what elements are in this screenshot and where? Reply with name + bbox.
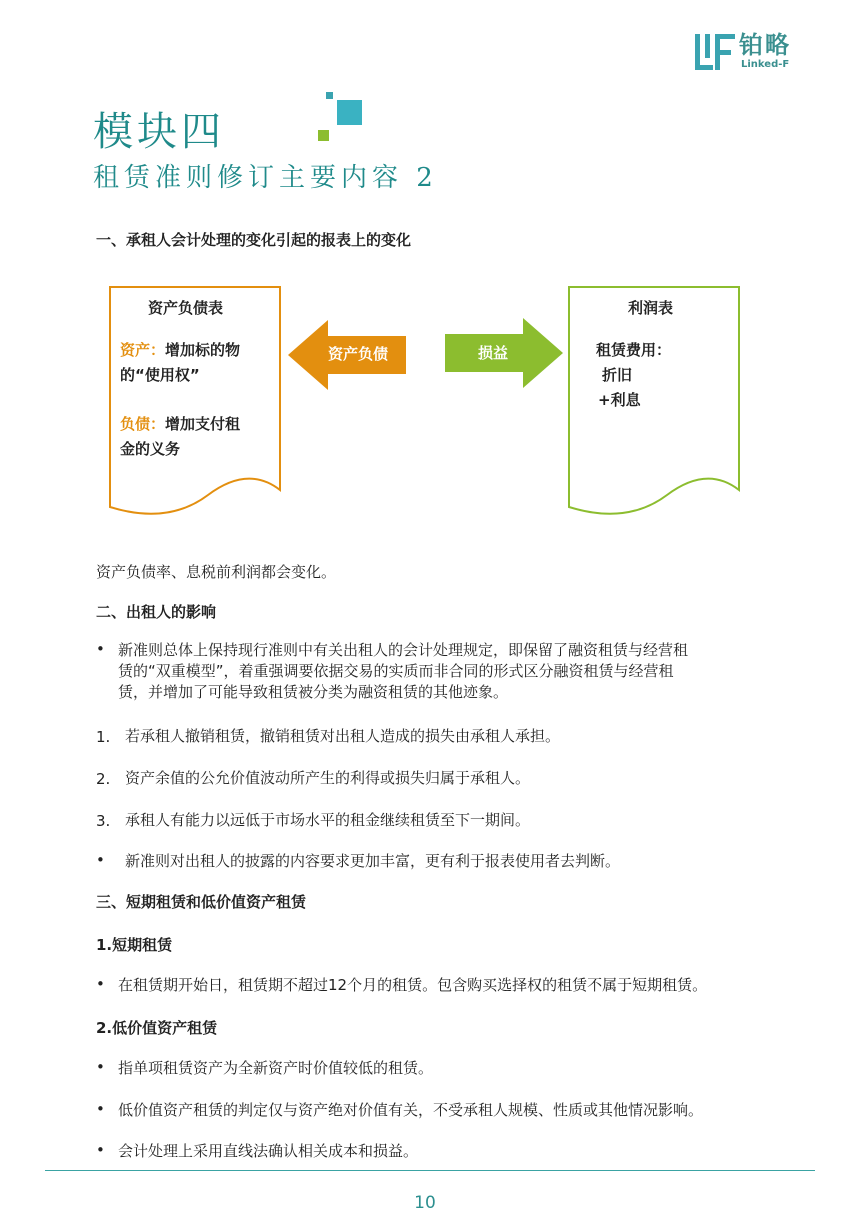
lessor-overview-paragraph [118, 640, 798, 703]
balance-sheet-title: 资产负债表 [148, 299, 224, 317]
lease-expense-line3: +利息 [598, 391, 641, 409]
list-number-2: 2. [96, 770, 111, 788]
low-value-lease-text-2: 低价值资产租赁的判定仅与资产绝对价值有关，不受承租人规模、性质或其他情况影响。 [118, 1101, 704, 1119]
asset-text-line1: 增加标的物 [165, 341, 241, 359]
brand-logo [693, 30, 808, 74]
section1-note: 资产负债率、息税前利润都会变化。 [96, 563, 337, 581]
asset-label: 资产： [120, 341, 166, 359]
liability-change-text [120, 412, 280, 462]
lease-expense-line1: 租赁费用： [596, 341, 672, 359]
bullet-marker: • [96, 1141, 105, 1159]
module-title: 模块四 [93, 109, 225, 155]
liability-text-line2: 金的义务 [120, 440, 181, 458]
bullet-marker: • [96, 1100, 105, 1118]
income-statement-title: 利润表 [628, 299, 674, 317]
asset-change-text [120, 338, 280, 388]
logo-brand-text: 铂略 [739, 31, 791, 59]
section1-heading: 一、承租人会计处理的变化引起的报表上的变化 [96, 231, 412, 249]
list-number-1: 1. [96, 728, 111, 746]
lessor-overview-line2: 赁的“双重模型”，着重强调要依据交易的实质而非合同的形式区分融资租赁与经营租 [118, 662, 674, 680]
page-number: 10 [414, 1193, 436, 1213]
bullet-marker: • [96, 640, 105, 658]
list-item-3: 承租人有能力以远低于市场水平的租金继续租赁至下一期间。 [125, 811, 531, 829]
list-number-3: 3. [96, 812, 111, 830]
short-term-lease-text: 在租赁期开始日，租赁期不超过12个月的租赁。包含购买选择权的租赁不属于短期租赁。 [118, 976, 708, 994]
bullet-marker: • [96, 851, 105, 869]
bullet-marker: • [96, 1058, 105, 1076]
lease-expense-text [596, 338, 736, 413]
left-arrow-label: 资产负债 [327, 345, 388, 363]
decor-square-green-icon [318, 130, 329, 141]
liability-text-line1: 增加支付租 [165, 415, 241, 433]
low-value-lease-text-1: 指单项租赁资产为全新资产时价值较低的租赁。 [118, 1059, 434, 1077]
decor-square-small-icon [326, 92, 333, 99]
list-item-2: 资产余值的公允价值波动所产生的利得或损失归属于承租人。 [125, 769, 531, 787]
section3-heading: 三、短期租赁和低价值资产租赁 [96, 893, 307, 911]
logo-sub-text: Linked-F [741, 59, 790, 70]
liability-label: 负债： [120, 415, 166, 433]
low-value-lease-text-3: 会计处理上采用直线法确认相关成本和损益。 [118, 1142, 419, 1160]
lessor-overview-line1: 新准则总体上保持现行准则中有关出租人的会计处理规定，即保留了融资租赁与经营租 [118, 641, 689, 659]
decor-square-large-icon [337, 100, 362, 125]
module-subtitle: 租赁准则修订主要内容 2 [93, 163, 438, 193]
asset-text-line2: 的“使用权” [120, 366, 200, 384]
list-item-1: 若承租人撤销租赁，撤销租赁对出租人造成的损失由承租人承担。 [125, 727, 561, 745]
balance-sheet-document-icon [108, 285, 283, 522]
low-value-lease-heading: 2.低价值资产租赁 [96, 1019, 218, 1037]
lease-expense-line2: 折旧 [602, 366, 633, 384]
bullet-marker: • [96, 975, 105, 993]
section2-heading: 二、出租人的影响 [96, 603, 217, 621]
right-arrow-label: 损益 [477, 344, 508, 362]
footer-divider [45, 1170, 815, 1171]
logo-mark-icon [693, 30, 737, 74]
lessor-overview-line3: 赁，并增加了可能导致租赁被分类为融资租赁的其他迹象。 [118, 683, 509, 701]
lessor-disclosure-text: 新准则对出租人的披露的内容要求更加丰富，更有利于报表使用者去判断。 [125, 852, 621, 870]
short-term-lease-heading: 1.短期租赁 [96, 936, 173, 954]
